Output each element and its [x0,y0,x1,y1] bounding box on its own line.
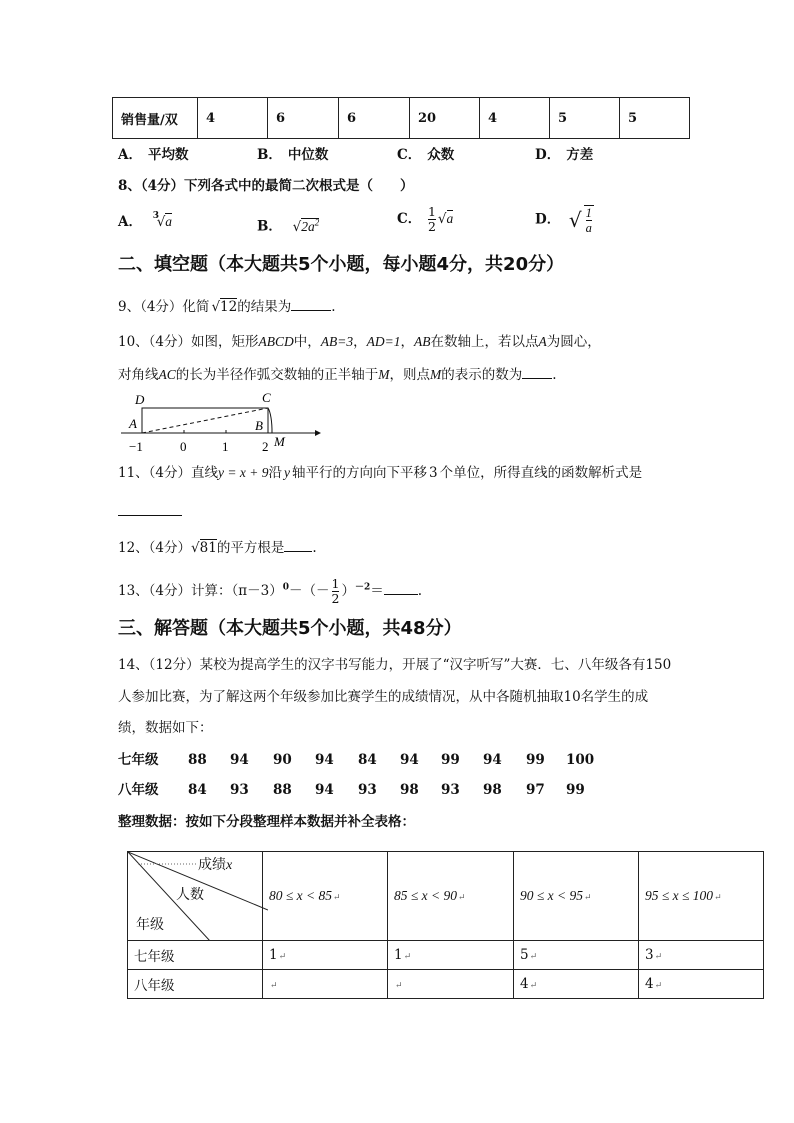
range-header: 80 ≤ x < 85↵ [263,852,388,941]
q8-option-c: C． $\frac{1}{2}$ √a [397,204,454,234]
grade8-score: 98 [400,782,419,798]
grade8-score: 93 [230,782,249,798]
grade8-score: 98 [483,782,502,798]
range-header: 90 ≤ x < 95↵ [514,852,639,941]
grade8-score: 99 [566,782,585,798]
score-distribution-table [127,851,764,999]
q14-organize-instruction: 整理数据：按如下分段整理样本数据并补全表格： [118,814,415,830]
count-cell: 5↵ [514,941,639,970]
q9: 9、（4分）化简 √12的结果为 . [118,296,336,317]
q10-line2: 对角线AC的长为半径作弧交数轴的正半轴于M，则点M的表示的数为 . [118,364,557,385]
q13: 13、（4分）计算：$(\pi-3)^0-(-$ $\frac{1}{2}$ ）$^{-2}$＝ . [118,576,423,606]
sales-label-cell: 销售量/双 [113,98,198,139]
count-cell: 1↵ [388,941,514,970]
grade8-score: 84 [188,782,207,798]
grade7-score: 90 [273,752,292,768]
grade7-score: 100 [566,752,595,768]
tick-label: −1 [129,439,143,454]
q7-option-d: D． 方差 [535,147,594,163]
tick-label: 2 [262,439,269,454]
count-cell: ↵ [263,970,388,999]
sales-value-cell: 4 [480,98,550,139]
sales-value-cell: 6 [339,98,410,139]
grade8-score: 93 [441,782,460,798]
grade8-score: 88 [273,782,292,798]
arc [268,408,272,433]
grade7-score: 94 [483,752,502,768]
q11-answer-blank [118,515,182,516]
count-cell: 3↵ [639,941,764,970]
grade7-score: 94 [315,752,334,768]
grade8-label: 八年级 [118,782,159,798]
grade7-score: 84 [358,752,377,768]
count-cell: ↵ [388,970,514,999]
tick-label: 0 [180,439,187,454]
section-3-title: 三、解答题（本大题共5个小题，共48分） [118,618,462,639]
grade8-score: 94 [315,782,334,798]
label-b: B [255,418,263,433]
diagonal-header-cell [128,852,263,941]
q14-line2: 人参加比赛，为了解这两个年级参加比赛学生的成绩情况，从中各随机抽取10名学生的成 [118,689,649,705]
q10-line1: 10、（4分）如图，矩形ABCD中，AB=3，AD=1，AB在数轴上，若以点A为圆心， [118,334,601,350]
sales-value-cell: 5 [550,98,620,139]
sales-table [112,97,690,139]
header-count: 人数 [176,887,204,903]
arrow-head [315,430,321,436]
diagonal-ac [142,408,268,433]
header-grade: 年级 [136,917,164,933]
q14-line3: 绩，数据如下： [118,720,213,736]
q7-option-b: B． 中位数 [257,147,329,163]
row-grade: 七年级 [128,941,263,970]
count-cell: 1↵ [263,941,388,970]
grade7-score: 99 [441,752,460,768]
fraction: $\frac{1}{2}$ [331,576,340,606]
grade7-score: 99 [526,752,545,768]
grade7-score: 94 [400,752,419,768]
row-grade: 八年级 [128,970,263,999]
header-score: 成绩x [198,857,233,873]
range-header: 95 ≤ x ≤ 100↵ [639,852,764,941]
table-row [128,970,764,999]
rectangle-number-line-diagram [115,388,325,454]
q8-option-d: D． √ $\frac{1}{a}$ [535,206,592,235]
grade7-score: 88 [188,752,207,768]
q7-option-a: A． 平均数 [118,147,189,163]
q8-option-b: B． $√2a^2$ [257,217,320,235]
table-row [128,941,764,970]
label-m: M [274,434,285,449]
grade7-score: 94 [230,752,249,768]
q11: 11、（4分）直线y = x + 9沿 y 轴平行的方向向下平移 3 个单位，所得直线的函数解析式是 [118,465,643,481]
grade8-score: 97 [526,782,545,798]
label-c: C [262,390,271,405]
section-2-title: 二、填空题（本大题共5个小题，每小题4分，共20分） [118,254,565,275]
count-cell: 4↵ [639,970,764,999]
label-a: A [129,416,137,431]
sales-value-cell: 6 [268,98,339,139]
sales-value-cell: 4 [198,98,268,139]
grade7-label: 七年级 [118,752,159,768]
sales-value-cell: 20 [410,98,480,139]
table-header-row [128,852,764,941]
range-header: 85 ≤ x < 90↵ [388,852,514,941]
q8-option-a: A． 3 √a [118,211,173,230]
sales-value-cell: 5 [620,98,690,139]
tick-label: 1 [222,439,229,454]
count-cell: 4↵ [514,970,639,999]
fraction: $\frac{1}{a}$ [585,206,592,235]
q8-stem: 8、（4分）下列各式中的最简二次根式是（ ） [118,178,414,194]
q12: 12、（4分）√81的平方根是 . [118,537,317,558]
q14-line1: 14、（12分）某校为提高学生的汉字书写能力，开展了“汉字听写”大赛．七、八年级各有150 [118,657,672,673]
grade8-score: 93 [358,782,377,798]
fraction: $\frac{1}{2}$ [427,204,436,234]
q7-option-c: C． 众数 [397,147,455,163]
table-row [113,98,690,139]
label-d: D [135,392,145,407]
